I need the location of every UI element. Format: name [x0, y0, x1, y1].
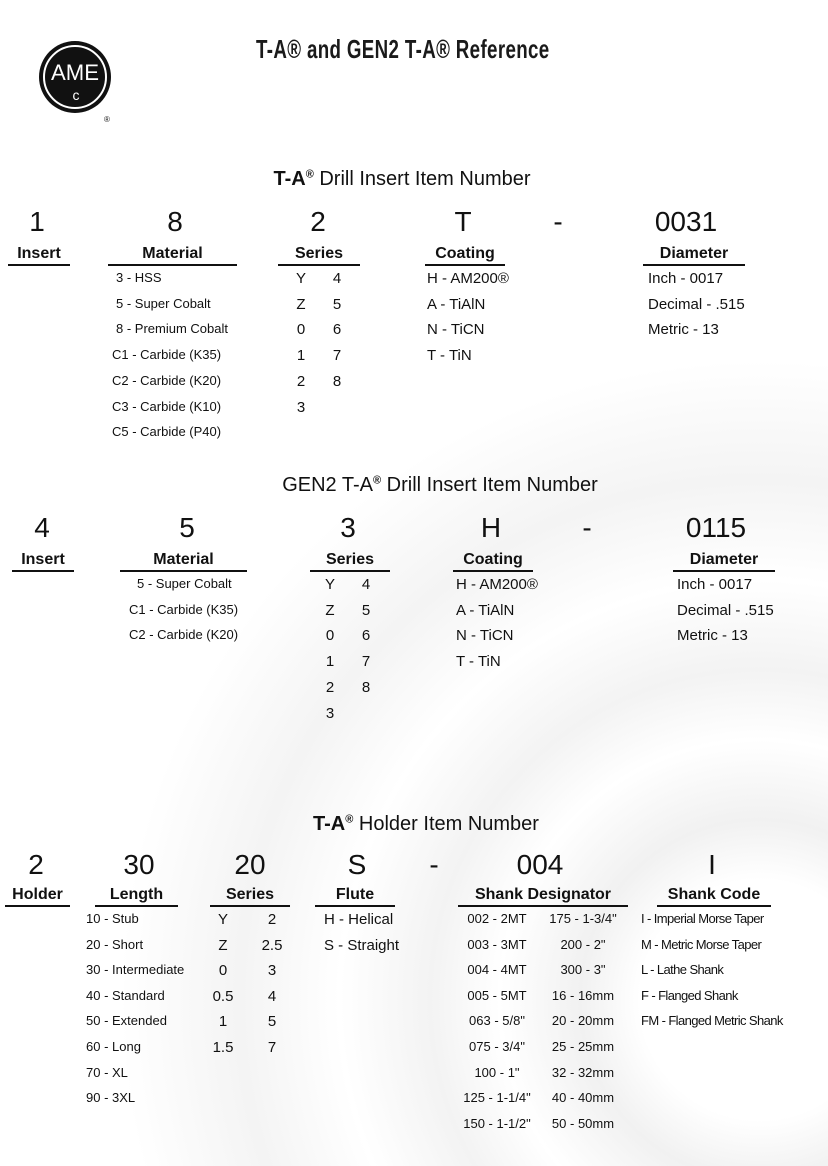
- length-underline: [95, 905, 178, 907]
- shank-code-code: I: [708, 849, 716, 880]
- shank-designator-option: 50 - 50mm: [551, 1115, 615, 1131]
- series-option: 7: [332, 347, 342, 365]
- series-option: Z: [296, 295, 306, 313]
- material-code: 8: [167, 206, 183, 237]
- length-code: 30: [123, 849, 155, 880]
- separator-dash: -: [429, 849, 439, 880]
- shank-code-option: I - Imperial Morse Taper: [641, 911, 764, 926]
- title-prefix: GEN2 T-A: [282, 474, 373, 496]
- series-option: 0: [218, 962, 228, 980]
- series-option: 2: [267, 911, 277, 928]
- series-option: 1: [218, 1013, 228, 1031]
- insert-header: Insert: [21, 551, 65, 568]
- shank-code-option: L - Lathe Shank: [641, 962, 724, 978]
- section-title: [282, 474, 598, 497]
- length-option: 30 - Intermediate: [86, 962, 185, 978]
- shank-designator-option: 002 - 2MT: [467, 911, 527, 926]
- length-option: 20 - Short: [86, 936, 144, 952]
- holder-code: 2: [28, 849, 44, 880]
- diameter-code: 0031: [654, 206, 718, 237]
- amce-logo: [38, 40, 112, 114]
- material-option: 5 - Super Cobalt: [116, 295, 211, 311]
- series-code: 3: [340, 512, 356, 543]
- series-option: Z: [218, 936, 228, 954]
- shank-designator-option: 40 - 40mm: [551, 1090, 615, 1106]
- coating-option: T - TiN: [427, 347, 472, 365]
- separator-dash: -: [553, 206, 563, 237]
- series-option: 0: [325, 627, 335, 645]
- title-prefix: T-A: [273, 168, 306, 190]
- section-title: [273, 168, 530, 191]
- flute-code: S: [347, 849, 367, 880]
- shank-code-option: FM - Flanged Metric Shank: [641, 1013, 783, 1029]
- material-option: 5 - Super Cobalt: [137, 576, 232, 591]
- material-code: 5: [179, 512, 195, 543]
- shank-designator-option: 25 - 25mm: [551, 1039, 615, 1054]
- series-option: 6: [332, 321, 342, 339]
- registered-mark: ®: [372, 474, 382, 487]
- series-option: 2: [325, 678, 335, 696]
- svg-text:AME: AME: [51, 60, 99, 85]
- material-underline: [108, 264, 237, 266]
- shank-designator-option: 200 - 2": [560, 936, 606, 952]
- material-option: C1 - Carbide (K35): [129, 601, 239, 617]
- length-option: 50 - Extended: [86, 1013, 167, 1029]
- series-option: 8: [361, 678, 371, 696]
- insert-code: 1: [29, 206, 45, 237]
- series-option: 6: [361, 627, 371, 645]
- series-header: Series: [294, 245, 344, 262]
- section-title: [313, 813, 539, 836]
- length-option: 10 - Stub: [86, 911, 139, 926]
- coating-option: N - TiCN: [427, 321, 485, 339]
- shank-code-header: Shank Code: [667, 886, 761, 903]
- shank-designator-option: 32 - 32mm: [551, 1064, 615, 1080]
- diameter-option: Decimal - .515: [677, 601, 774, 619]
- length-option: 40 - Standard: [86, 987, 165, 1003]
- shank-designator-header: Shank Designator: [474, 886, 612, 903]
- holder-header: Holder: [12, 886, 63, 903]
- coating-option: T - TiN: [456, 653, 501, 671]
- diameter-header: Diameter: [689, 551, 759, 568]
- coating-option: H - AM200®: [456, 576, 538, 593]
- registered-mark: ®: [104, 115, 110, 124]
- series-option: 5: [361, 601, 371, 619]
- length-header: Length: [109, 886, 164, 903]
- series-option: Y: [217, 911, 229, 928]
- series-option: 4: [361, 576, 371, 593]
- diameter-option: Decimal - .515: [648, 295, 745, 313]
- coating-option: N - TiCN: [456, 627, 514, 645]
- shank-designator-option: 075 - 3/4": [469, 1039, 525, 1054]
- material-option: C3 - Carbide (K10): [112, 398, 222, 414]
- insert-underline: [12, 570, 74, 572]
- coating-code: H: [480, 512, 502, 543]
- series-header: Series: [225, 886, 275, 903]
- material-header: Material: [153, 551, 214, 568]
- length-option: 60 - Long: [86, 1039, 141, 1054]
- svg-text:c: c: [72, 87, 80, 103]
- series-option: 5: [332, 295, 342, 313]
- series-option: 3: [325, 704, 335, 722]
- shank-designator-option: 16 - 16mm: [551, 987, 615, 1003]
- diameter-option: Metric - 13: [648, 321, 719, 339]
- title-prefix: T-A: [313, 813, 346, 835]
- coating-underline: [425, 264, 505, 266]
- shank-designator-underline: [458, 905, 628, 907]
- insert-code: 4: [34, 512, 50, 543]
- diameter-option: Metric - 13: [677, 627, 748, 645]
- material-header: Material: [142, 245, 203, 262]
- series-option: Y: [295, 270, 307, 287]
- coating-underline: [453, 570, 533, 572]
- series-code: 20: [234, 849, 266, 880]
- flute-header: Flute: [335, 886, 375, 903]
- shank-designator-option: 004 - 4MT: [467, 962, 527, 978]
- length-option: 90 - 3XL: [86, 1090, 136, 1106]
- flute-underline: [315, 905, 395, 907]
- shank-designator-option: 100 - 1": [474, 1064, 520, 1080]
- flute-option: H - Helical: [324, 911, 394, 928]
- shank-designator-option: 125 - 1-1/4": [463, 1090, 531, 1106]
- registered-mark: ®: [305, 168, 314, 181]
- series-option: 1: [325, 653, 335, 671]
- registered-mark: ®: [345, 813, 354, 826]
- shank-designator-code: 004: [516, 849, 564, 880]
- shank-designator-option: 063 - 5/8": [469, 1013, 525, 1029]
- coating-option: A - TiAlN: [427, 295, 486, 313]
- shank-code-option: F - Flanged Shank: [641, 987, 738, 1003]
- series-option: 3: [296, 398, 306, 416]
- series-option: Z: [325, 601, 335, 619]
- material-option: C5 - Carbide (P40): [112, 424, 222, 440]
- material-underline: [120, 570, 247, 572]
- material-option: C2 - Carbide (K20): [129, 627, 239, 643]
- diameter-underline: [643, 264, 745, 266]
- series-option: 1: [296, 347, 306, 365]
- series-option: 0: [296, 321, 306, 339]
- shank-designator-option: 20 - 20mm: [551, 1013, 615, 1029]
- shank-designator-option: 300 - 3": [560, 962, 606, 978]
- series-option: 7: [361, 653, 371, 671]
- series-option: 7: [267, 1039, 277, 1056]
- material-option: C2 - Carbide (K20): [112, 372, 222, 388]
- series-code: 2: [310, 206, 326, 237]
- series-option: 8: [332, 372, 342, 390]
- title-text: Drill Insert Item Number: [313, 168, 531, 190]
- shank-designator-option: 003 - 3MT: [467, 936, 527, 952]
- diameter-header: Diameter: [659, 245, 729, 262]
- series-underline: [310, 570, 390, 572]
- diameter-option: Inch - 0017: [677, 576, 753, 593]
- coating-header: Coating: [435, 245, 495, 262]
- series-option: 3: [267, 962, 277, 980]
- series-option: 0.5: [212, 987, 234, 1005]
- diameter-option: Inch - 0017: [648, 270, 724, 287]
- series-option: 1.5: [212, 1039, 234, 1056]
- series-option: 2: [296, 372, 306, 390]
- insert-underline: [8, 264, 70, 266]
- document-title: T-A® and GEN2 T-A® Reference: [256, 34, 550, 64]
- shank-designator-option: 150 - 1-1/2": [463, 1115, 531, 1131]
- insert-header: Insert: [17, 245, 61, 262]
- series-underline: [210, 905, 290, 907]
- series-option: 4: [267, 987, 277, 1005]
- series-header: Series: [325, 551, 375, 568]
- series-option: 5: [267, 1013, 277, 1031]
- coating-header: Coating: [463, 551, 523, 568]
- material-option: 3 - HSS: [116, 270, 162, 285]
- coating-option: A - TiAlN: [456, 601, 515, 619]
- shank-code-underline: [657, 905, 771, 907]
- diameter-underline: [673, 570, 775, 572]
- flute-option: S - Straight: [324, 936, 400, 954]
- series-option: 4: [332, 270, 342, 287]
- title-text: Drill Insert Item Number: [381, 474, 598, 496]
- coating-code: T: [454, 206, 472, 237]
- length-option: 70 - XL: [86, 1064, 128, 1080]
- material-option: 8 - Premium Cobalt: [116, 321, 228, 337]
- title-text: Holder Item Number: [353, 813, 539, 835]
- shank-code-option: M - Metric Morse Taper: [641, 936, 762, 952]
- diameter-code: 0115: [685, 512, 747, 543]
- series-option: 2.5: [261, 936, 283, 954]
- separator-dash: -: [582, 512, 592, 543]
- material-option: C1 - Carbide (K35): [112, 347, 222, 363]
- shank-designator-option: 175 - 1-3/4": [549, 911, 617, 926]
- series-option: Y: [324, 576, 336, 593]
- shank-designator-option: 005 - 5MT: [467, 987, 527, 1003]
- series-underline: [278, 264, 360, 266]
- coating-option: H - AM200®: [427, 270, 509, 287]
- holder-underline: [5, 905, 70, 907]
